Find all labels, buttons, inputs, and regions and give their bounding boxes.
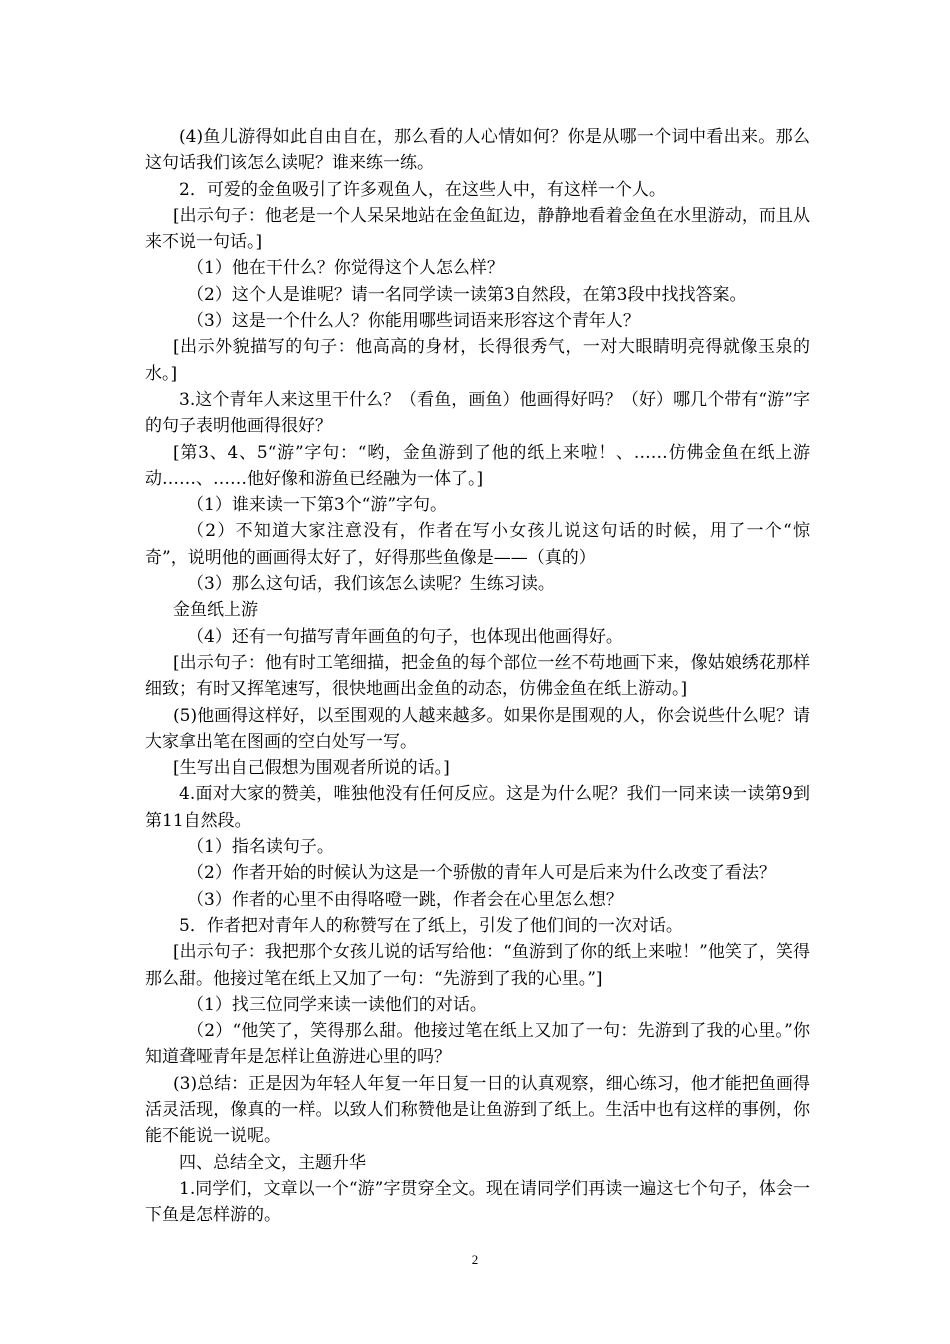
paragraph: （1）指名读句子。	[187, 837, 334, 858]
paragraph: [出示外貌描写的句子：他高高的身材，长得很秀气，一对大眼睛明亮得就像玉泉的水。]	[145, 337, 810, 384]
paragraph: (4)鱼儿游得如此自由自在，那么看的人心情如何？你是从哪一个词中看出来。那么这句话我们该怎么读呢？谁来练一练。	[145, 127, 810, 174]
paragraph: [第3、4、5“游”字句：“哟，金鱼游到了他的纸上来啦！、……仿佛金鱼在纸上游动……、……他好像和游鱼已经融为一体了。]	[145, 442, 810, 489]
page-number: 2	[471, 1252, 479, 1267]
paragraph: 3.这个青年人来这里干什么？（看鱼，画鱼）他画得好吗？（好）哪几个带有“游”字的句子表明他画得很好？	[145, 389, 810, 437]
paragraph: 金鱼纸上游	[173, 600, 258, 621]
paragraph: （1）谁来读一下第3个“游”字句。	[187, 495, 448, 516]
paragraph: [出示句子：他老是一个人呆呆地站在金鱼缸边，静静地看着金鱼在水里游动，而且从来不说一句话。]	[145, 205, 810, 253]
paragraph: (3)总结：正是因为年轻人年复一年日复一日的认真观察，细心练习，他才能把鱼画得活灵活现，像真的一样。以致人们称赞他是让鱼游到了纸上。生活中也有这样的事例，你能不能说一说呢。	[145, 1073, 810, 1147]
paragraph: 2．可爱的金鱼吸引了许多观鱼人，在这些人中，有这样一个人。	[179, 179, 666, 200]
paragraph: （2）“他笑了，笑得那么甜。他接过笔在纸上又加了一句：先游到了我的心里。”你知道聋哑青年是怎样让鱼游进心里的吗？	[145, 1021, 810, 1068]
paragraph: （3）这是一个什么人？你能用哪些词语来形容这个青年人？	[187, 311, 640, 332]
paragraph: [生写出自己假想为围观者所说的话。]	[173, 758, 450, 779]
paragraph: （2）这个人是谁呢？请一名同学读一读第3自然段，在第3段中找找答案。	[187, 284, 747, 305]
paragraph: （1）他在干什么？你觉得这个人怎么样？	[187, 258, 504, 279]
paragraph: （2）不知道大家注意没有，作者在写小女孩儿说这句话的时候，用了一个“惊奇”，说明他的画画得太好了，好得那些鱼像是——（真的）	[145, 521, 810, 568]
paragraph: （2）作者开始的时候认为这是一个骄傲的青年人可是后来为什么改变了看法？	[187, 863, 776, 884]
paragraph: [出示句子：我把那个女孩儿说的话写给他：“鱼游到了你的纸上来啦！”他笑了，笑得那么甜。他接过笔在纸上又加了一句：“先游到了我的心里。”]	[145, 942, 810, 989]
paragraph: (5)他画得这样好，以至围观的人越来越多。如果你是围观的人，你会说些什么呢？请大家拿出笔在图画的空白处写一写。	[145, 705, 810, 752]
paragraph: （3）作者的心里不由得咯噔一跳，作者会在心里怎么想？	[187, 889, 623, 910]
body-text	[145, 124, 810, 1228]
paragraph: （3）那么这句话，我们该怎么读呢？生练习读。	[187, 574, 555, 595]
paragraph: （1）找三位同学来读一读他们的对话。	[187, 994, 487, 1015]
paragraph: （4）还有一句描写青年画鱼的句子，也体现出他画得好。	[187, 626, 623, 647]
paragraph: 四、总结全文，主题升华	[179, 1152, 366, 1173]
paragraph: 4.面对大家的赞美，唯独他没有任何反应。这是为什么呢？我们一同来读一读第9到第11自然段。	[145, 784, 810, 831]
paragraph: [出示句子：他有时工笔细描，把金鱼的每个部位一丝不苟地画下来，像姑娘绣花那样细致；有时又挥笔速写，很快地画出金鱼的动态，仿佛金鱼在纸上游动。]	[145, 652, 810, 700]
paragraph: 1.同学们，文章以一个“游”字贯穿全文。现在请同学们再读一遍这七个句子，体会一下鱼是怎样游的。	[145, 1178, 810, 1226]
paragraph: 5．作者把对青年人的称赞写在了纸上，引发了他们间的一次对话。	[179, 915, 683, 936]
